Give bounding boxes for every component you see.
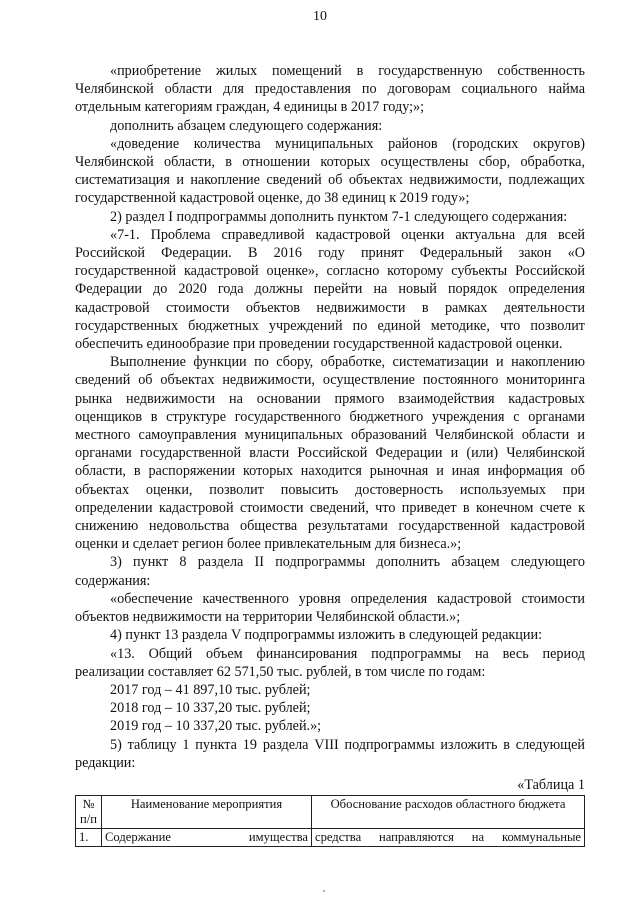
table-row: [76, 829, 585, 847]
header-measure-name: Наименование мероприятия: [102, 796, 312, 829]
table-caption: «Таблица 1: [517, 776, 585, 793]
paragraph: 2) раздел I подпрограммы дополнить пунктом 7-1 следующего содержания:: [110, 208, 568, 225]
paragraph: 5) таблицу 1 пункта 19 раздела VIII подпрограммы изложить в следующей редакции:: [75, 736, 585, 771]
header-number: № п/п: [76, 796, 102, 829]
funding-year-line: 2019 год – 10 337,20 тыс. рублей.»;: [110, 718, 322, 735]
document-body: [75, 62, 585, 847]
paragraph: 4) пункт 13 раздела V подпрограммы изложить в следующей редакции:: [110, 627, 543, 644]
paragraph: Выполнение функции по сбору, обработке, систематизации и накоплению сведений об объектах недвижимости, осуществление постоянного мониторинга рынка недвижимости на основании прямого взаимодействия кадастровых оценщиков в структуре государственного бюджетного учреждения с органами местного самоуправления муниципальных образований Челябинской области и органами государственной власти Российской Федерации и (или) Челябинской области, в распоряжении которых находится рыночная и иная информация об объектах оценки, позволит повысить достоверность используемых при определении кадастровой стоимости сведений, что приведет в конечном счете к снижению недовольства общества результатами государственной кадастровой оценки и сделает регион более привлекательным для бизнеса.»;: [75, 354, 585, 553]
paragraph: «13. Общий объем финансирования подпрограммы на весь период реализации составляет 62 571,50 тыс. рублей, в том числе по годам:: [75, 645, 585, 680]
cell-number: 1.: [76, 829, 102, 847]
table-header-row: [76, 796, 585, 829]
page-number: 10: [313, 9, 327, 24]
paragraph: «7-1. Проблема справедливой кадастровой оценки актуальна для всей Российской Федерации. В 2016 году принят Федеральный закон «О государственной кадастровой оценке», согласно которому субъекты Российской Федерации до 2020 года должны перейти на новый порядок определения кадастровой стоимости объектов недвижимости в рамках деятельности государственных бюджетных учреждений по единой методике, что позволит обеспечить единообразие при проведении государственной кадастровой оценки.: [75, 226, 585, 353]
cell-justification: средства направляются на коммунальные: [312, 829, 585, 847]
scan-speck: [323, 890, 325, 892]
paragraph: «приобретение жилых помещений в государственную собственность Челябинской области для предоставления по договорам социального найма отдельным категориям граждан, 4 единицы в 2017 году;»;: [75, 63, 585, 116]
funding-year-line: 2018 год – 10 337,20 тыс. рублей;: [110, 700, 311, 717]
paragraph: «доведение количества муниципальных районов (городских округов) Челябинской области, в отношении которых осуществлены сбор, обработка, систематизация и накопление сведений об объектах недвижимости, подлежащих государственной кадастровой оценке, до 38 единиц к 2019 году»;: [75, 135, 585, 207]
funding-year-line: 2017 год – 41 897,10 тыс. рублей;: [110, 681, 311, 698]
paragraph: дополнить абзацем следующего содержания:: [110, 117, 383, 134]
paragraph: 3) пункт 8 раздела II подпрограммы дополнить абзацем следующего содержания:: [75, 554, 585, 589]
header-justification: Обоснование расходов областного бюджета: [312, 796, 585, 829]
paragraph: «обеспечение качественного уровня определения кадастровой стоимости объектов недвижимости на территории Челябинской области.»;: [75, 590, 585, 626]
measures-table: [75, 795, 585, 847]
cell-measure-name: Содержание имущества: [102, 829, 312, 847]
